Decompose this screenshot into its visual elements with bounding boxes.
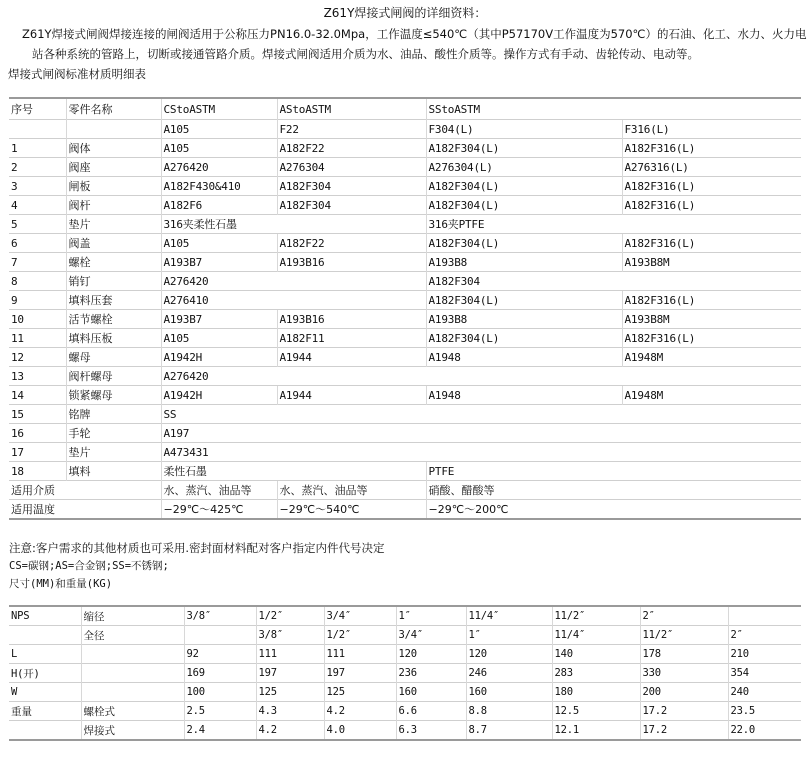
- materials-subheader-row: [9, 120, 801, 139]
- dimension-value: 354: [728, 664, 801, 683]
- weight-value: 6.3: [396, 721, 466, 741]
- reduced-size: 3/8″: [184, 606, 256, 626]
- dimension-value: 197: [256, 664, 324, 683]
- dimension-value: 125: [256, 683, 324, 702]
- as-material: A182F304: [277, 196, 426, 215]
- material-row: [9, 462, 801, 481]
- part-name: 锁紧螺母: [66, 386, 161, 405]
- dimension-value: 160: [466, 683, 552, 702]
- dimension-value: 111: [256, 645, 324, 664]
- ss304-material: A182F304(L): [426, 196, 622, 215]
- dimension-value: 246: [466, 664, 552, 683]
- part-name: 闸板: [66, 177, 161, 196]
- empty-cell: [9, 626, 81, 645]
- part-name: 垫片: [66, 443, 161, 462]
- material-row: [9, 367, 801, 386]
- row-index: 10: [9, 310, 66, 329]
- ss304-material: A193B8: [426, 253, 622, 272]
- cs-material: A105: [161, 234, 277, 253]
- weight-value: 8.7: [466, 721, 552, 741]
- row-index: 3: [9, 177, 66, 196]
- empty-cell: [81, 645, 184, 664]
- nps-full-row: [9, 626, 801, 645]
- dimension-value: 169: [184, 664, 256, 683]
- row-index: 8: [9, 272, 66, 291]
- cs-material: A105: [161, 139, 277, 158]
- dimension-value: 210: [728, 645, 801, 664]
- bolted-label: 螺栓式: [81, 702, 184, 721]
- ss316-material: A182F316(L): [622, 291, 801, 310]
- subheader-as-grade: F22: [277, 120, 426, 139]
- full-size: 1/2″: [324, 626, 396, 645]
- weight-value: 8.8: [466, 702, 552, 721]
- full-size: 1″: [466, 626, 552, 645]
- dimension-row: [9, 645, 801, 664]
- nps-reduced-row: [9, 606, 801, 626]
- header-as: AStoASTM: [277, 98, 426, 120]
- materials-table: [9, 97, 801, 520]
- subheader-cs-grade: A105: [161, 120, 277, 139]
- cs-material: A197: [161, 424, 801, 443]
- weight-value: 4.2: [256, 721, 324, 741]
- dimension-value: 236: [396, 664, 466, 683]
- dimension-value: 120: [396, 645, 466, 664]
- weight-value: 6.6: [396, 702, 466, 721]
- dimension-value: 197: [324, 664, 396, 683]
- cs-material: A193B7: [161, 253, 277, 272]
- dimension-row: [9, 664, 801, 683]
- dimension-label: W: [9, 683, 81, 702]
- weight-value: 4.0: [324, 721, 396, 741]
- part-name: 手轮: [66, 424, 161, 443]
- weight-value: 17.2: [640, 721, 728, 741]
- material-row: [9, 158, 801, 177]
- full-size: 11/4″: [552, 626, 640, 645]
- as-material: A182F22: [277, 139, 426, 158]
- dimension-label: L: [9, 645, 81, 664]
- ss-material: A182F304: [426, 272, 801, 291]
- dimension-value: 330: [640, 664, 728, 683]
- ss316-material: A276316(L): [622, 158, 801, 177]
- ss304-material: A1948: [426, 348, 622, 367]
- dimension-value: 111: [324, 645, 396, 664]
- subheader-ss304-grade: F304(L): [426, 120, 622, 139]
- dimension-value: 178: [640, 645, 728, 664]
- applicable-medium-as: 水、蒸汽、油品等: [277, 481, 426, 500]
- material-row: [9, 329, 801, 348]
- weight-value: 4.3: [256, 702, 324, 721]
- ss316-material: A1948M: [622, 348, 801, 367]
- cs-material: 316夹柔性石墨: [161, 215, 426, 234]
- intro-paragraph: [0, 24, 810, 64]
- empty-cell: [81, 683, 184, 702]
- as-material: A182F11: [277, 329, 426, 348]
- weight-welded-row: [9, 721, 801, 741]
- weight-label: 重量: [9, 702, 81, 721]
- reduced-size: 1″: [396, 606, 466, 626]
- cs-material: A473431: [161, 443, 801, 462]
- row-index: 18: [9, 462, 66, 481]
- subheader-cell: [9, 120, 66, 139]
- cs-material: 柔性石墨: [161, 462, 426, 481]
- row-index: 9: [9, 291, 66, 310]
- materials-header-row: [9, 98, 801, 120]
- part-name: 阀杆螺母: [66, 367, 161, 386]
- header-index: 序号: [9, 98, 66, 120]
- weight-value: 12.5: [552, 702, 640, 721]
- cs-material: A193B7: [161, 310, 277, 329]
- dimension-value: 100: [184, 683, 256, 702]
- header-cs: CStoASTM: [161, 98, 277, 120]
- ss316-material: A182F316(L): [622, 177, 801, 196]
- row-index: 17: [9, 443, 66, 462]
- cs-material: A1942H: [161, 348, 277, 367]
- full-size: [184, 626, 256, 645]
- row-index: 1: [9, 139, 66, 158]
- nps-label: NPS: [9, 606, 81, 626]
- part-name: 阀杆: [66, 196, 161, 215]
- material-row: [9, 253, 801, 272]
- ss316-material: A182F316(L): [622, 234, 801, 253]
- reduced-size: 1/2″: [256, 606, 324, 626]
- reduced-size: 11/2″: [552, 606, 640, 626]
- part-name: 填料压板: [66, 329, 161, 348]
- material-row: [9, 443, 801, 462]
- material-row: [9, 405, 801, 424]
- part-name: 螺栓: [66, 253, 161, 272]
- ss316-material: A182F316(L): [622, 196, 801, 215]
- abbreviation-note: CS=碳钢;AS=合金钢;SS=不锈钢;: [9, 560, 169, 572]
- dimension-value: 283: [552, 664, 640, 683]
- ss316-material: A193B8M: [622, 310, 801, 329]
- dimension-value: 125: [324, 683, 396, 702]
- part-name: 填料: [66, 462, 161, 481]
- dimension-value: 200: [640, 683, 728, 702]
- weight-value: 23.5: [728, 702, 801, 721]
- row-index: 5: [9, 215, 66, 234]
- material-row: [9, 215, 801, 234]
- cs-material: A276410: [161, 291, 426, 310]
- as-material: A193B16: [277, 253, 426, 272]
- dimensions-table: [9, 605, 801, 741]
- weight-value: 22.0: [728, 721, 801, 741]
- row-index: 16: [9, 424, 66, 443]
- note-text: 注意:客户需求的其他材质也可采用.密封面材料配对客户指定内件代号决定: [9, 541, 385, 555]
- applicable-medium-ss: 硝酸、醋酸等: [426, 481, 801, 500]
- cs-material: A182F6: [161, 196, 277, 215]
- ss304-material: A182F304(L): [426, 139, 622, 158]
- material-row: [9, 348, 801, 367]
- row-index: 13: [9, 367, 66, 386]
- row-index: 4: [9, 196, 66, 215]
- weight-value: 17.2: [640, 702, 728, 721]
- intro-line-1: Z61Y焊接式闸阀焊接连接的闸阀适用于公称压力PN16.0-32.0Mpa，工作温度≤540℃（其中P57170V工作温度为570℃）的石油、化工、水力、火力电: [22, 27, 807, 41]
- material-row: [9, 291, 801, 310]
- ss316-material: A193B8M: [622, 253, 801, 272]
- welded-label: 焊接式: [81, 721, 184, 741]
- dimension-value: 92: [184, 645, 256, 664]
- part-name: 阀盖: [66, 234, 161, 253]
- as-material: A276304: [277, 158, 426, 177]
- row-index: 14: [9, 386, 66, 405]
- ss316-material: A182F316(L): [622, 329, 801, 348]
- cs-material: A276420: [161, 158, 277, 177]
- ss304-material: A276304(L): [426, 158, 622, 177]
- full-size: 3/8″: [256, 626, 324, 645]
- empty-cell: [81, 664, 184, 683]
- as-material: A193B16: [277, 310, 426, 329]
- reduced-size: [728, 606, 801, 626]
- row-index: 11: [9, 329, 66, 348]
- header-ss: SStoASTM: [426, 98, 801, 120]
- applicable-temperature-ss: −29℃～200℃: [426, 500, 801, 520]
- material-row: [9, 196, 801, 215]
- row-index: 7: [9, 253, 66, 272]
- applicable-temperature-as: −29℃～540℃: [277, 500, 426, 520]
- cs-material: A182F430&410: [161, 177, 277, 196]
- cs-material: SS: [161, 405, 801, 424]
- part-name: 螺母: [66, 348, 161, 367]
- as-material: A182F22: [277, 234, 426, 253]
- dimension-row: [9, 683, 801, 702]
- empty-cell: [9, 721, 81, 741]
- ss316-material: A182F316(L): [622, 139, 801, 158]
- full-bore-label: 全径: [81, 626, 184, 645]
- full-size: 3/4″: [396, 626, 466, 645]
- reduced-size: 3/4″: [324, 606, 396, 626]
- ss304-material: A193B8: [426, 310, 622, 329]
- subheader-ss316-grade: F316(L): [622, 120, 801, 139]
- applicable-temperature-cs: −29℃～425℃: [161, 500, 277, 520]
- ss316-material: A1948M: [622, 386, 801, 405]
- header-part-name: 零件名称: [66, 98, 161, 120]
- ss304-material: A182F304(L): [426, 291, 622, 310]
- dimension-value: 180: [552, 683, 640, 702]
- part-name: 阀座: [66, 158, 161, 177]
- row-index: 6: [9, 234, 66, 253]
- units-note: 尺寸(MM)和重量(KG): [9, 578, 113, 590]
- weight-bolted-row: [9, 702, 801, 721]
- part-name: 销钉: [66, 272, 161, 291]
- part-name: 垫片: [66, 215, 161, 234]
- material-row: [9, 272, 801, 291]
- full-size: 11/2″: [640, 626, 728, 645]
- dimension-value: 160: [396, 683, 466, 702]
- cs-material: A276420: [161, 272, 426, 291]
- applicable-medium-label: 适用介质: [9, 481, 161, 500]
- cs-material: A105: [161, 329, 277, 348]
- dimension-value: 140: [552, 645, 640, 664]
- dimension-value: 240: [728, 683, 801, 702]
- dimension-label: H(开): [9, 664, 81, 683]
- subheader-cell: [66, 120, 161, 139]
- material-row: [9, 139, 801, 158]
- ss304-material: A182F304(L): [426, 177, 622, 196]
- material-row: [9, 310, 801, 329]
- material-row: [9, 424, 801, 443]
- applicable-medium-row: [9, 481, 801, 500]
- part-name: 填料压套: [66, 291, 161, 310]
- weight-value: 4.2: [324, 702, 396, 721]
- applicable-temperature-label: 适用温度: [9, 500, 161, 520]
- material-row: [9, 177, 801, 196]
- cs-material: A276420: [161, 367, 801, 386]
- applicable-medium-cs: 水、蒸汽、油品等: [161, 481, 277, 500]
- intro-line-2: 站各种系统的管路上，切断或接通管路介质。焊接式闸阀适用介质为水、油品、酸性介质等。操作方式有手动、齿轮传动、电动等。: [32, 47, 699, 61]
- reduced-size: 2″: [640, 606, 728, 626]
- as-material: A182F304: [277, 177, 426, 196]
- row-index: 2: [9, 158, 66, 177]
- reduced-bore-label: 缩径: [81, 606, 184, 626]
- materials-table-title: 焊接式闸阀标准材质明细表: [8, 67, 146, 81]
- applicable-temperature-row: [9, 500, 801, 520]
- as-material: A1944: [277, 386, 426, 405]
- weight-value: 2.5: [184, 702, 256, 721]
- part-name: 活节螺栓: [66, 310, 161, 329]
- ss304-material: A182F304(L): [426, 234, 622, 253]
- ss-material: 316夹PTFE: [426, 215, 801, 234]
- part-name: 铭牌: [66, 405, 161, 424]
- reduced-size: 11/4″: [466, 606, 552, 626]
- as-material: A1944: [277, 348, 426, 367]
- page-title: Z61Y焊接式闸阀的详细资料：: [323, 6, 487, 20]
- ss-material: PTFE: [426, 462, 801, 481]
- part-name: 阀体: [66, 139, 161, 158]
- dimension-value: 120: [466, 645, 552, 664]
- ss304-material: A1948: [426, 386, 622, 405]
- ss304-material: A182F304(L): [426, 329, 622, 348]
- row-index: 15: [9, 405, 66, 424]
- weight-value: 2.4: [184, 721, 256, 741]
- cs-material: A1942H: [161, 386, 277, 405]
- weight-value: 12.1: [552, 721, 640, 741]
- row-index: 12: [9, 348, 66, 367]
- full-size: 2″: [728, 626, 801, 645]
- material-row: [9, 386, 801, 405]
- material-row: [9, 234, 801, 253]
